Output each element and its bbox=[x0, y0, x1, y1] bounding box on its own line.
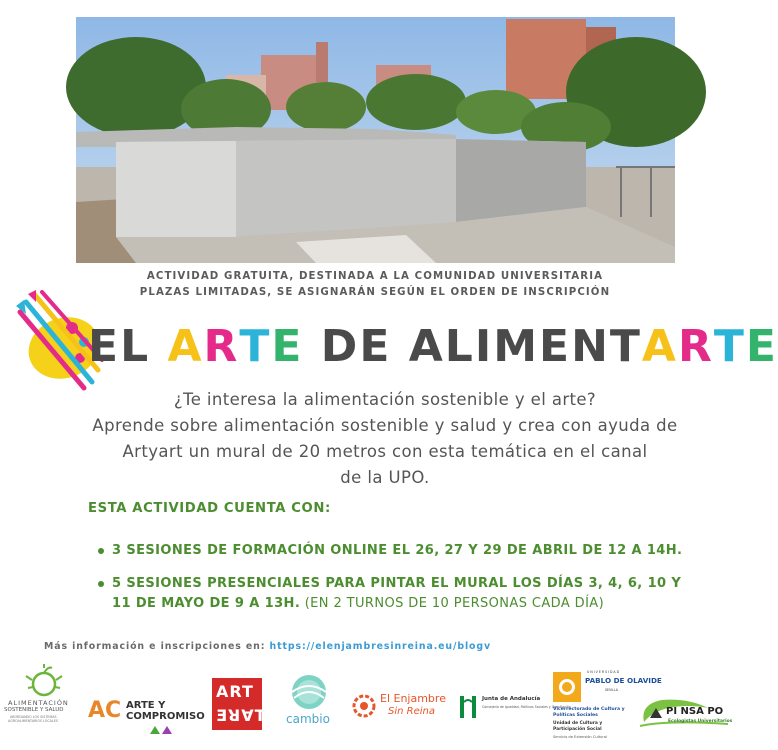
title-letter: E bbox=[539, 321, 572, 372]
title-letter: R bbox=[203, 321, 240, 372]
logo-ac-line2: COMPROMISO bbox=[126, 711, 205, 722]
triangle-icon bbox=[162, 726, 172, 734]
bullet-dot-icon bbox=[98, 548, 104, 554]
bullet-text: 3 SESIONES DE FORMACIÓN ONLINE EL 26, 27 Y 29 DE ABRIL DE 12 A 14H. bbox=[112, 543, 683, 558]
logo-junta-sub: Consejería de Igualdad, Políticas Sociales y Conciliación bbox=[482, 705, 571, 709]
title-letter bbox=[150, 322, 167, 372]
logo-alimentacion-line3: ABORDANDO LOS SISTEMAS bbox=[10, 715, 57, 719]
title-letter: T bbox=[609, 321, 642, 372]
title-letter: N bbox=[571, 321, 610, 372]
logo-cambio bbox=[276, 672, 342, 734]
intro-line-2: Aprende sobre alimentación sostenible y salud y crea con ayuda de bbox=[92, 416, 678, 435]
activity-list bbox=[98, 541, 698, 627]
logo-upo-line2: Políticas Sociales bbox=[553, 713, 598, 718]
logo-enjambre-line2: Sin Reina bbox=[388, 706, 435, 717]
logo-alimentacion-line2: SOSTENIBLE Y SALUD bbox=[4, 707, 64, 713]
title-letter: R bbox=[677, 321, 714, 372]
logo-ac-line1: ARTE Y bbox=[126, 700, 166, 711]
event-title bbox=[88, 322, 778, 372]
logo-artyart-top: ART bbox=[216, 682, 254, 701]
notice-line-2: PLAZAS LIMITADAS, SE ASIGNARÁN SEGÚN EL ORDEN DE INSCRIPCIÓN bbox=[139, 287, 611, 298]
title-letter: T bbox=[239, 321, 272, 372]
logo-piensapo bbox=[638, 698, 746, 734]
logo-alimentacion bbox=[4, 662, 84, 722]
sponsor-logos bbox=[0, 658, 750, 750]
title-letter: D bbox=[320, 321, 360, 372]
intro-line-1: ¿Te interesa la alimentación sostenible y el arte? bbox=[173, 390, 597, 409]
logo-cambio-name: cambio bbox=[286, 712, 330, 726]
title-letter: L bbox=[120, 321, 151, 372]
bullet-note: (EN 2 TURNOS DE 10 PERSONAS CADA DÍA) bbox=[300, 596, 605, 611]
logo-enjambre bbox=[352, 688, 446, 728]
title-letter: T bbox=[713, 321, 746, 372]
more-info-label: Más información e inscripciones en: bbox=[44, 641, 270, 652]
logo-upo-sub: SEVILLA bbox=[605, 688, 618, 692]
logo-upo-line1: Vicerrectorado de Cultura y bbox=[553, 707, 625, 712]
logo-enjambre-line1: El Enjambre bbox=[380, 692, 446, 705]
upo-emblem-icon bbox=[553, 672, 581, 702]
junta-emblem-icon bbox=[458, 694, 478, 720]
intro-text bbox=[80, 387, 690, 491]
logo-piensapo-sub: Ecologistas Universitarios bbox=[668, 719, 733, 724]
intro-line-4: de la UPO. bbox=[340, 468, 430, 487]
more-info bbox=[44, 641, 491, 652]
notice-line-1: ACTIVIDAD GRATUITA, DESTINADA A LA COMUNIDAD UNIVERSITARIA bbox=[146, 271, 604, 282]
list-item bbox=[98, 541, 698, 561]
bullet-dot-icon bbox=[98, 581, 104, 587]
logo-upo-name: PABLO DE OLAVIDE bbox=[585, 676, 662, 685]
section-heading: ESTA ACTIVIDAD CUENTA CON: bbox=[88, 501, 331, 516]
logo-arte-compromiso bbox=[88, 698, 205, 734]
logo-junta-name: Junta de Andalucía bbox=[482, 696, 541, 702]
logo-alimentacion-line1: ALIMENTACIÓN bbox=[8, 699, 69, 707]
blog-link[interactable]: https://elenjambresinreina.eu/blogv bbox=[269, 641, 492, 652]
title-letter: A bbox=[408, 321, 445, 372]
logo-ac-mark: AC bbox=[88, 698, 122, 723]
title-letter: E bbox=[88, 321, 121, 372]
apple-icon bbox=[4, 662, 84, 698]
title-letter: L bbox=[444, 321, 475, 372]
logo-alimentacion-line4: AGROALIMENTARIOS LOCALES bbox=[8, 719, 58, 723]
logo-upo-line3: Unidad de Cultura y bbox=[553, 721, 603, 726]
triangle-icon bbox=[150, 726, 160, 734]
logo-junta bbox=[458, 692, 571, 728]
title-letter: E bbox=[745, 321, 778, 372]
intro-line-3: Artyart un mural de 20 metros con esta temática en el canal bbox=[122, 442, 648, 461]
cambio-circle-icon bbox=[276, 672, 342, 712]
bullet-text: 5 SESIONES PRESENCIALES PARA PINTAR EL MURAL LOS DÍAS 3, 4, 6, 10 Y bbox=[112, 576, 682, 591]
logo-upo-line4: Participación Social bbox=[553, 727, 602, 732]
logo-upo-pre: UNIVERSIDAD bbox=[587, 670, 621, 674]
logo-artyart bbox=[212, 678, 267, 730]
flower-icon bbox=[352, 694, 376, 718]
logo-upo-line5: Servicio de Extensión Cultural bbox=[553, 735, 607, 739]
title-letter: A bbox=[167, 321, 204, 372]
title-letter: I bbox=[474, 321, 494, 372]
title-letter: A bbox=[641, 321, 678, 372]
logo-upo bbox=[553, 668, 662, 746]
title-letter: M bbox=[493, 321, 539, 372]
list-item bbox=[98, 574, 698, 614]
title-letter bbox=[391, 322, 408, 372]
title-letter: E bbox=[359, 321, 392, 372]
logo-piensapo-name: PI NSA PO bbox=[666, 706, 724, 717]
title-letter bbox=[303, 322, 320, 372]
title-letter: E bbox=[271, 321, 304, 372]
logo-artyart-bottom: ƎꓤꓯT bbox=[216, 706, 267, 725]
bullet-text-cont: 11 DE MAYO DE 9 A 13H. bbox=[112, 596, 301, 611]
hero-photo bbox=[76, 17, 675, 263]
